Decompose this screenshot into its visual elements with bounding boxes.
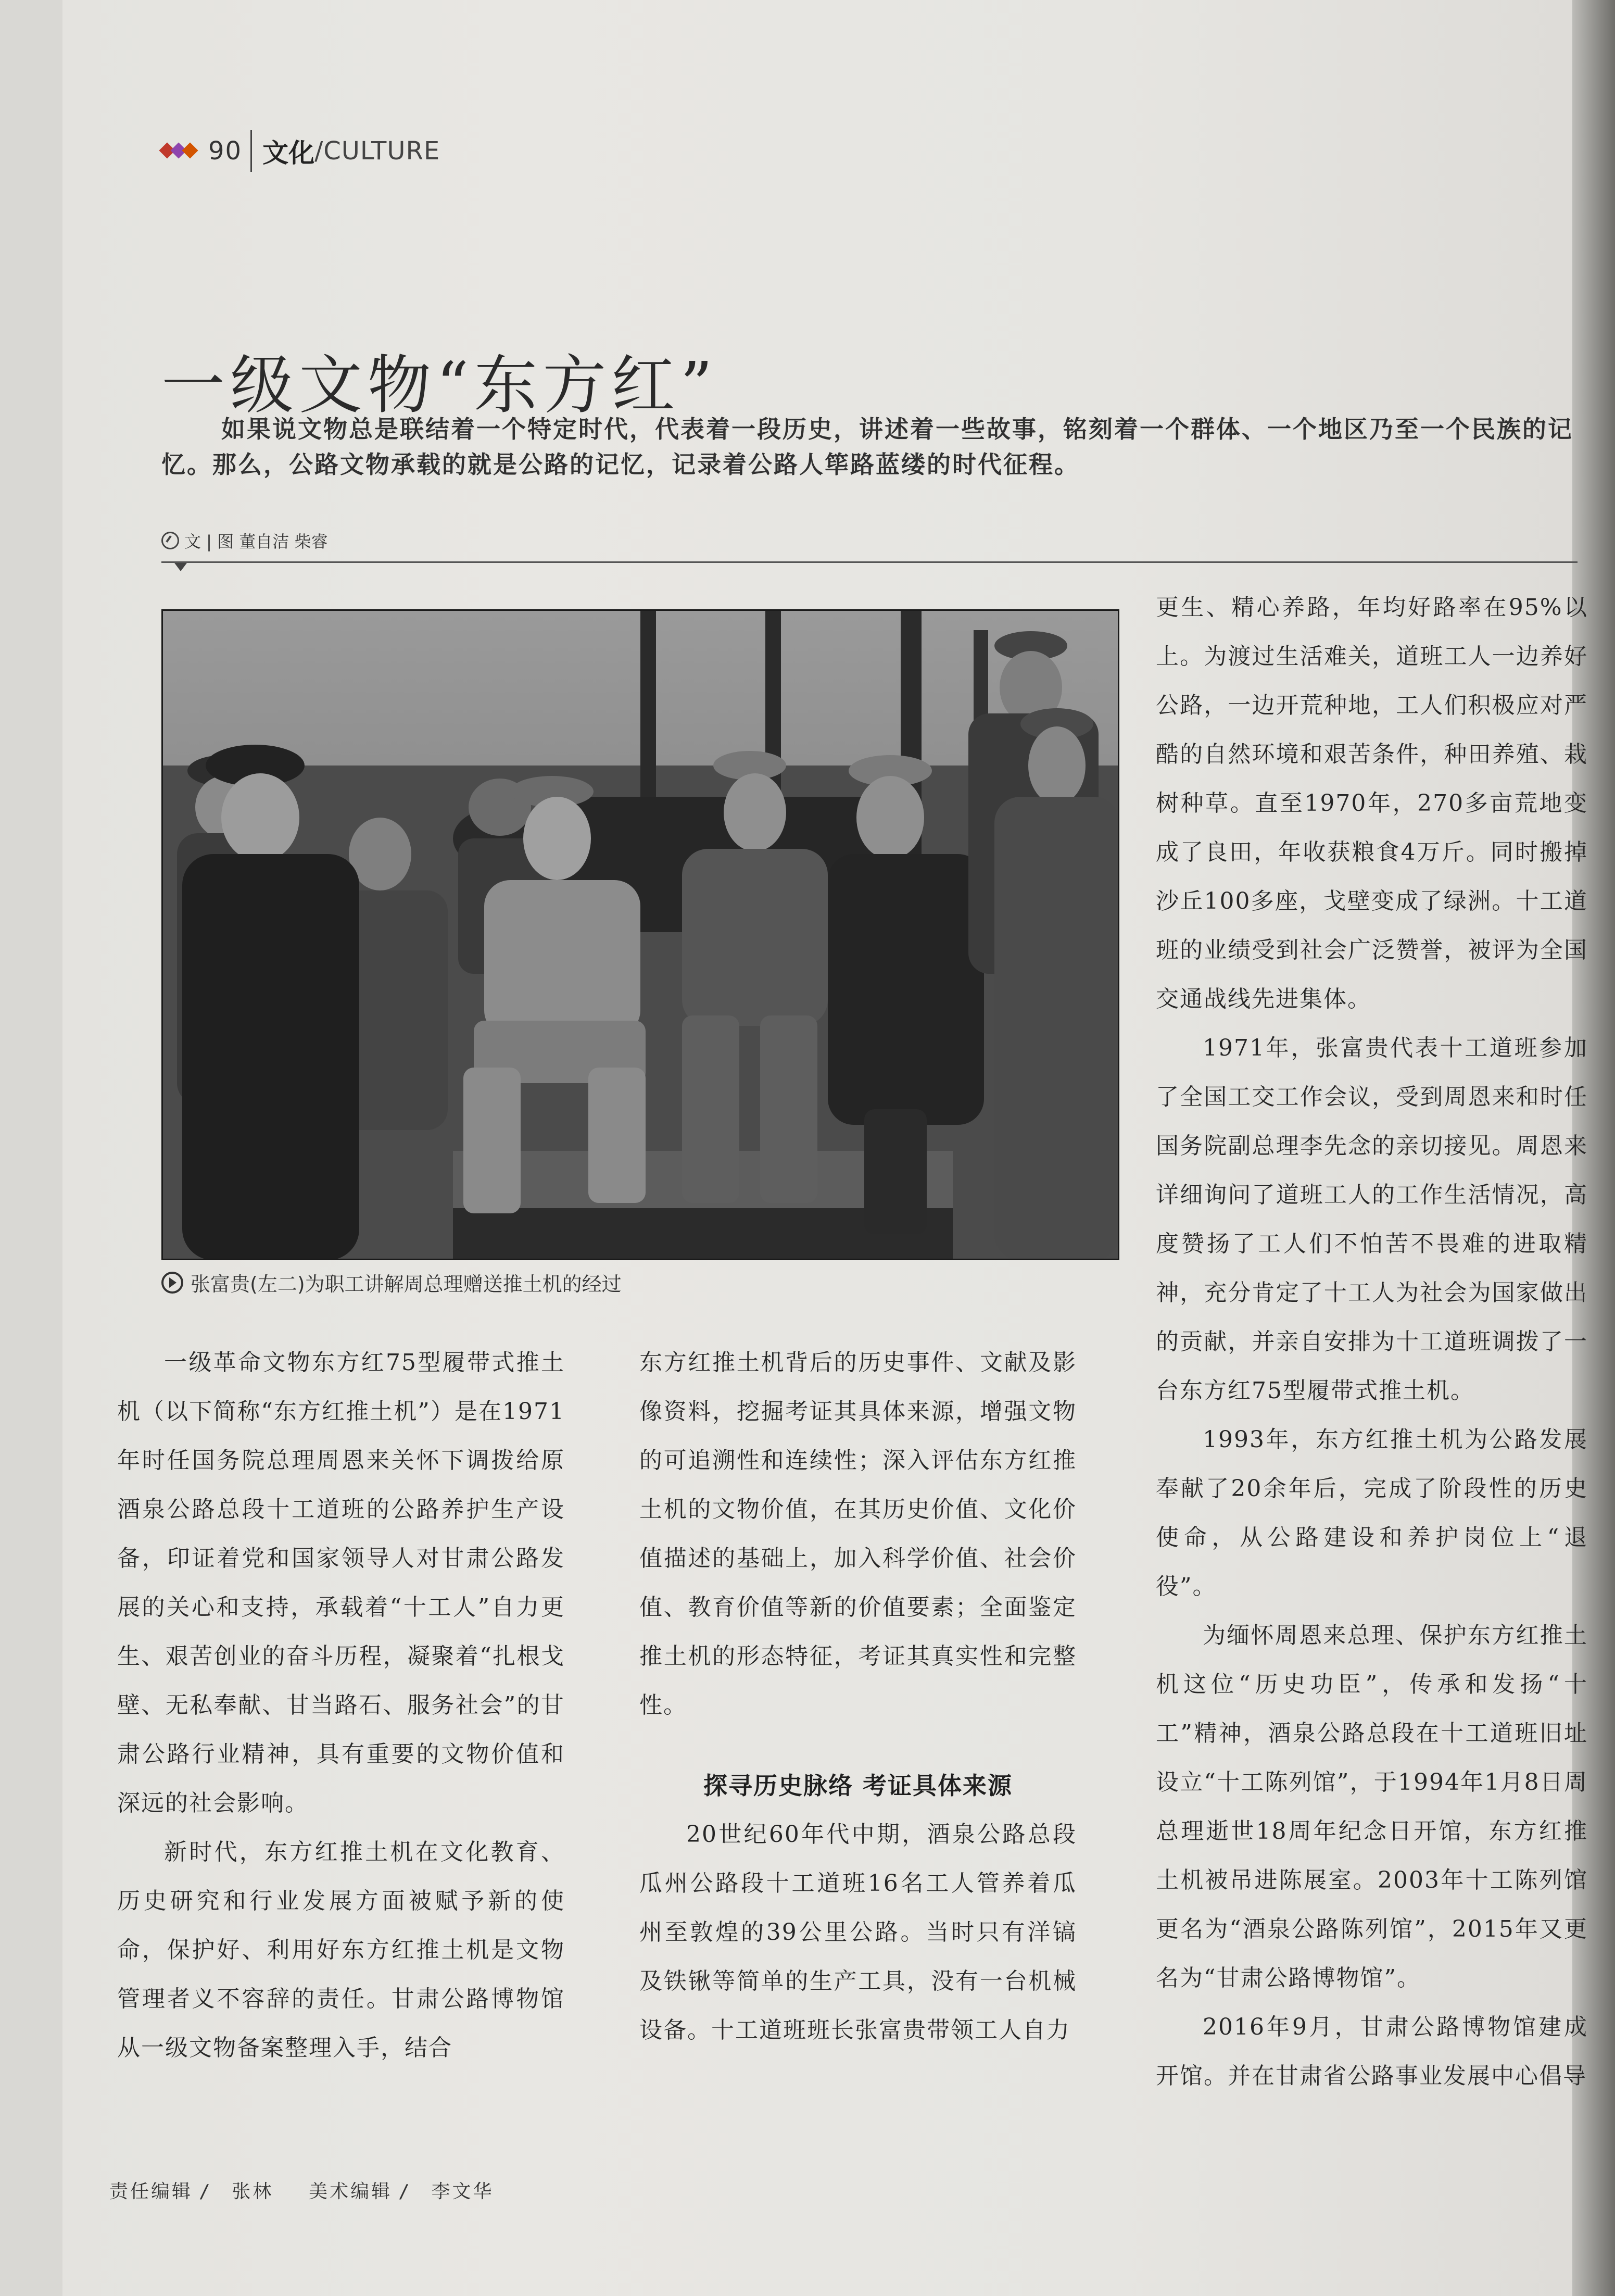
paragraph: 2016年9月，甘肃公路博物馆建成开馆。并在甘肃省公路事业发展中心倡导 — [1156, 2014, 1588, 2089]
article-title: 一级文物“东方红” — [161, 348, 718, 422]
pen-icon — [161, 532, 179, 549]
photo-caption — [161, 1268, 622, 1297]
text-column-left — [117, 1338, 565, 2073]
header-diamond-icon — [161, 141, 203, 161]
page-footer: 责任编辑 / 张林 美术编辑 / 李文华 — [109, 2181, 494, 2202]
page-number: 90 — [208, 136, 243, 166]
art-editor-name: 李文华 — [431, 2181, 494, 2202]
text-column-middle — [639, 1338, 1077, 2055]
article-intro: 如果说文物总是联结着一个特定时代，代表着一段历史，讲述着一些故事，铭刻着一个群体、一个地区乃至一个民族的记忆。那么，公路文物承载的就是公路的记忆，记录着公路人筚路蓝缕的时代征程。 — [161, 415, 1573, 479]
paragraph: 20世纪60年代中期，酒泉公路总段瓜州公路段十工道班16名工人管养着瓜州至敦煌的39公里公路。当时只有洋镐及铁锹等简单的生产工具，没有一台机械设备。十工道班班长张富贵带领工人自力 — [639, 1821, 1077, 2043]
paragraph: 1993年，东方红推土机为公路发展奉献了20余年后，完成了阶段性的历史使命，从公路建设和养护岗位上“退役”。 — [1156, 1426, 1588, 1600]
text-column-right — [1156, 583, 1588, 2101]
editor-label: 责任编辑 — [109, 2181, 193, 2202]
paragraph: 一级革命文物东方红75型履带式推土机（以下简称“东方红推土机”）是在1971年时任国务院总理周恩来关怀下调拨给原酒泉公路总段十工道班的公路养护生产设备，印证着党和国家领导人对甘肃公路发展的关心和支持，承载着“十工人”自力更生、艰苦创业的奋斗历程，凝聚着“扎根戈壁、无私奉献、甘当路石、服务社会”的甘肃公路行业精神，具有重要的文物价值和深远的社会影响。 — [117, 1349, 565, 1816]
paragraph: 新时代，东方红推土机在文化教育、历史研究和行业发展方面被赋予新的使命，保护好、利用好东方红推土机是文物管理者义不容辞的责任。甘肃公路博物馆从一级文物备案整理入手，结合 — [117, 1839, 565, 2061]
rule-marker — [174, 563, 187, 571]
title-rule — [161, 561, 1578, 563]
section-name: 文化 — [262, 138, 315, 168]
section-name-en: /CULTURE — [314, 136, 440, 166]
byline-text: 文 | 图 董自洁 柴睿 — [184, 532, 328, 551]
art-editor-label: 美术编辑 — [309, 2181, 393, 2202]
caption-marker-icon — [161, 1272, 183, 1294]
paragraph: 东方红推土机背后的历史事件、文献及影像资料，挖掘考证其具体来源，增强文物的可追溯性和连续性；深入评估东方红推土机的文物价值，在其历史价值、文化价值描述的基础上，加入科学价值、社会价值、教育价值等新的价值要素；全面鉴定推土机的形态特征，考证其真实性和完整性。 — [639, 1349, 1077, 1718]
header-divider — [250, 130, 252, 172]
page-header — [161, 133, 440, 169]
photo-illustration — [161, 609, 1119, 1260]
section-subheading: 探寻历史脉络 考证具体来源 — [703, 1772, 1013, 1800]
article-photo — [161, 609, 1119, 1260]
caption-text: 张富贵(左二)为职工讲解周总理赠送推土机的经过 — [191, 1273, 622, 1296]
editor-name: 张林 — [232, 2181, 274, 2202]
paragraph: 为缅怀周恩来总理、保护东方红推土机这位“历史功臣”，传承和发扬“十工”精神，酒泉公路总段在十工道班旧址设立“十工陈列馆”，于1994年1月8日周总理逝世18周年纪念日开馆，东方红推土机被吊进陈展室。2003年十工陈列馆更名为“酒泉公路陈列馆”，2015年又更名为“甘肃公路博物馆”。 — [1156, 1622, 1588, 1991]
paragraph: 更生、精心养路，年均好路率在95%以上。为渡过生活难关，道班工人一边养好公路，一边开荒种地，工人们积极应对严酷的自然环境和艰苦条件，种田养殖、栽树种草。直至1970年，270多亩荒地变成了良田，年收获粮食4万斤。同时搬掉沙丘100多座，戈壁变成了绿洲。十工道班的业绩受到社会广泛赞誉，被评为全国交通战线先进集体。 — [1156, 594, 1588, 1012]
byline — [161, 529, 327, 553]
paragraph: 1971年，张富贵代表十工道班参加了全国工交工作会议，受到周恩来和时任国务院副总理李先念的亲切接见。周恩来详细询问了道班工人的工作生活情况，高度赞扬了工人们不怕苦不畏难的进取精神，充分肯定了十工人为社会为国家做出的贡献，并亲自安排为十工道班调拨了一台东方红75型履带式推土机。 — [1156, 1035, 1588, 1404]
